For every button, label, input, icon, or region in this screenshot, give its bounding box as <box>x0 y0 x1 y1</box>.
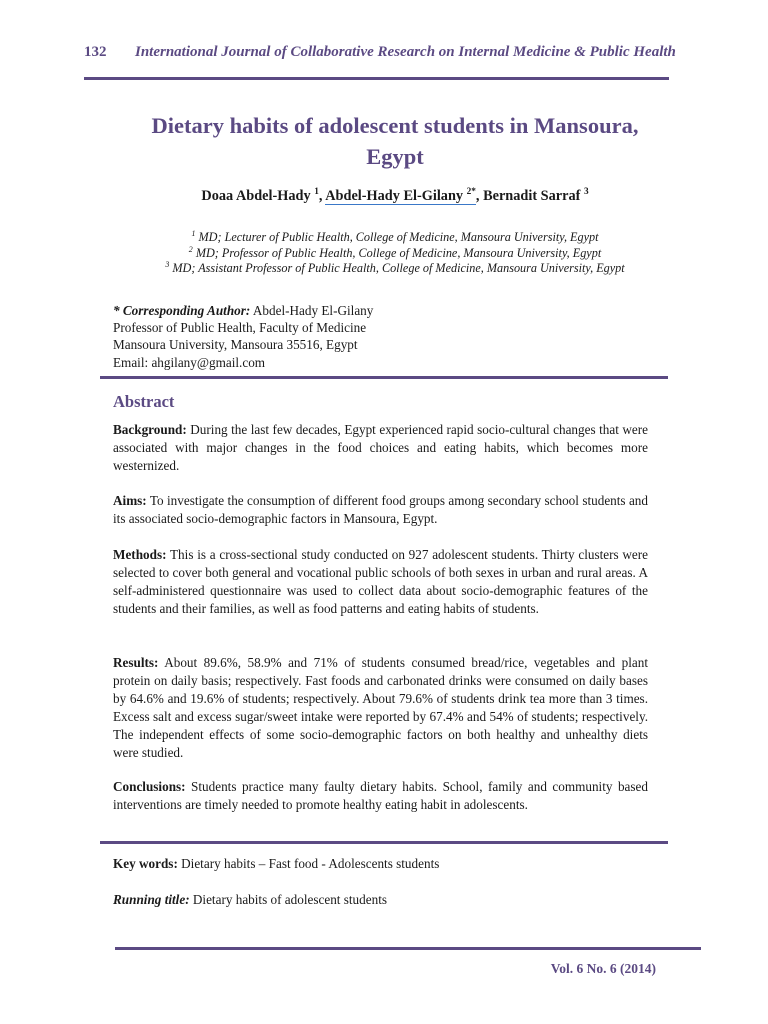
aims-label: Aims: <box>113 493 147 508</box>
affiliation-mark: 3 <box>165 259 170 269</box>
affiliations <box>100 230 690 277</box>
affiliation-line <box>100 230 690 246</box>
title-line-2: Egypt <box>366 144 424 169</box>
author-affiliation-mark: 1 <box>314 187 319 198</box>
affiliation-mark: 1 <box>191 228 196 238</box>
title-line-1: Dietary habits of adolescent students in Mansoura, <box>151 113 639 138</box>
section-rule-bottom <box>100 841 668 844</box>
corresponding-address: Mansoura University, Mansoura 35516, Egypt <box>113 337 358 353</box>
corresponding-label: * Corresponding Author: <box>113 303 251 318</box>
affiliation-text: MD; Assistant Professor of Public Health, College of Medicine, Mansoura University, Egypt <box>172 261 625 275</box>
author-name: Bernadit Sarraf <box>483 188 581 204</box>
running-title-label: Running title: <box>113 892 190 907</box>
aims-text: To investigate the consumption of different food groups among secondary school students and its associated socio-demographic factors in Mansoura, Egypt. <box>113 493 648 526</box>
abstract-conclusions <box>113 778 648 814</box>
background-label: Background: <box>113 422 187 437</box>
keywords <box>113 856 439 872</box>
abstract-aims <box>113 492 648 528</box>
running-title-text: Dietary habits of adolescent students <box>192 892 387 907</box>
section-rule-top <box>100 376 668 379</box>
affiliation-text: MD; Lecturer of Public Health, College of Medicine, Mansoura University, Egypt <box>198 230 599 244</box>
running-header <box>84 44 688 66</box>
abstract-background <box>113 421 648 475</box>
corresponding-name: Abdel-Hady El-Gilany <box>252 303 374 318</box>
author-affiliation-mark: 3 <box>583 187 589 198</box>
running-title <box>113 892 387 908</box>
author-link[interactable] <box>325 188 476 205</box>
article-title <box>100 110 690 172</box>
corresponding-position: Professor of Public Health, Faculty of Medicine <box>113 320 367 336</box>
author-separator: , <box>475 188 484 204</box>
author-affiliation-mark: 2* <box>466 187 476 198</box>
footer-rule <box>115 947 701 950</box>
abstract-heading: Abstract <box>113 392 175 411</box>
keywords-text: Dietary habits – Fast food - Adolescents students <box>181 856 440 871</box>
corresponding-email: Email: ahgilany@gmail.com <box>113 354 266 370</box>
journal-name: International Journal of Collaborative Research on Internal Medicine & Public Health <box>135 44 676 60</box>
affiliation-line <box>100 261 690 277</box>
author-name: Doaa Abdel-Hady <box>201 188 311 204</box>
abstract-methods <box>113 546 648 618</box>
corresponding-author-block <box>113 302 653 371</box>
background-text: During the last few decades, Egypt experienced rapid socio-cultural changes that were associated with major changes in the food choices and eating habits, which becomes more westernized. <box>113 422 648 473</box>
conclusions-text: Students practice many faulty dietary habits. School, family and community based interventions are timely needed to promote healthy eating habit in adolescents. <box>113 779 648 812</box>
page-number: 132 <box>84 44 107 60</box>
affiliation-mark: 2 <box>188 244 193 254</box>
affiliation-text: MD; Professor of Public Health, College of Medicine, Mansoura University, Egypt <box>195 245 602 260</box>
results-label: Results: <box>113 655 159 670</box>
header-rule <box>84 77 669 80</box>
author-list <box>100 188 690 205</box>
volume-info: Vol. 6 No. 6 (2014) <box>550 961 656 976</box>
author-separator: , <box>318 188 326 204</box>
conclusions-label: Conclusions: <box>113 779 186 794</box>
keywords-label: Key words: <box>113 856 178 871</box>
affiliation-line <box>100 246 690 262</box>
methods-text: This is a cross-sectional study conducted on 927 adolescent students. Thirty clusters were selected to cover both general and vocational public schools of both sexes in urban and rural areas. A self-administered questionnaire was used to collect data about socio-demographic features of the students and their families, as well as food patterns and eating habits of students. <box>113 547 648 616</box>
results-text: About 89.6%, 58.9% and 71% of students consumed bread/rice, vegetables and plant protein on daily basis; respectively. Fast foods and carbonated drinks were consumed on daily bases by 64.6% and 19.6% of students; respectively. About 79.6% of students drink tea more than 3 times. Excess salt and excess sugar/sweet intake were reported by 67.4% and 54% of students; respectively. The independent effects of some socio-demographic factors on both healthy and unhealthy diets were studied. <box>113 655 648 760</box>
author-name: Abdel-Hady El-Gilany <box>325 188 464 204</box>
methods-label: Methods: <box>113 547 167 562</box>
abstract-results <box>113 654 648 762</box>
